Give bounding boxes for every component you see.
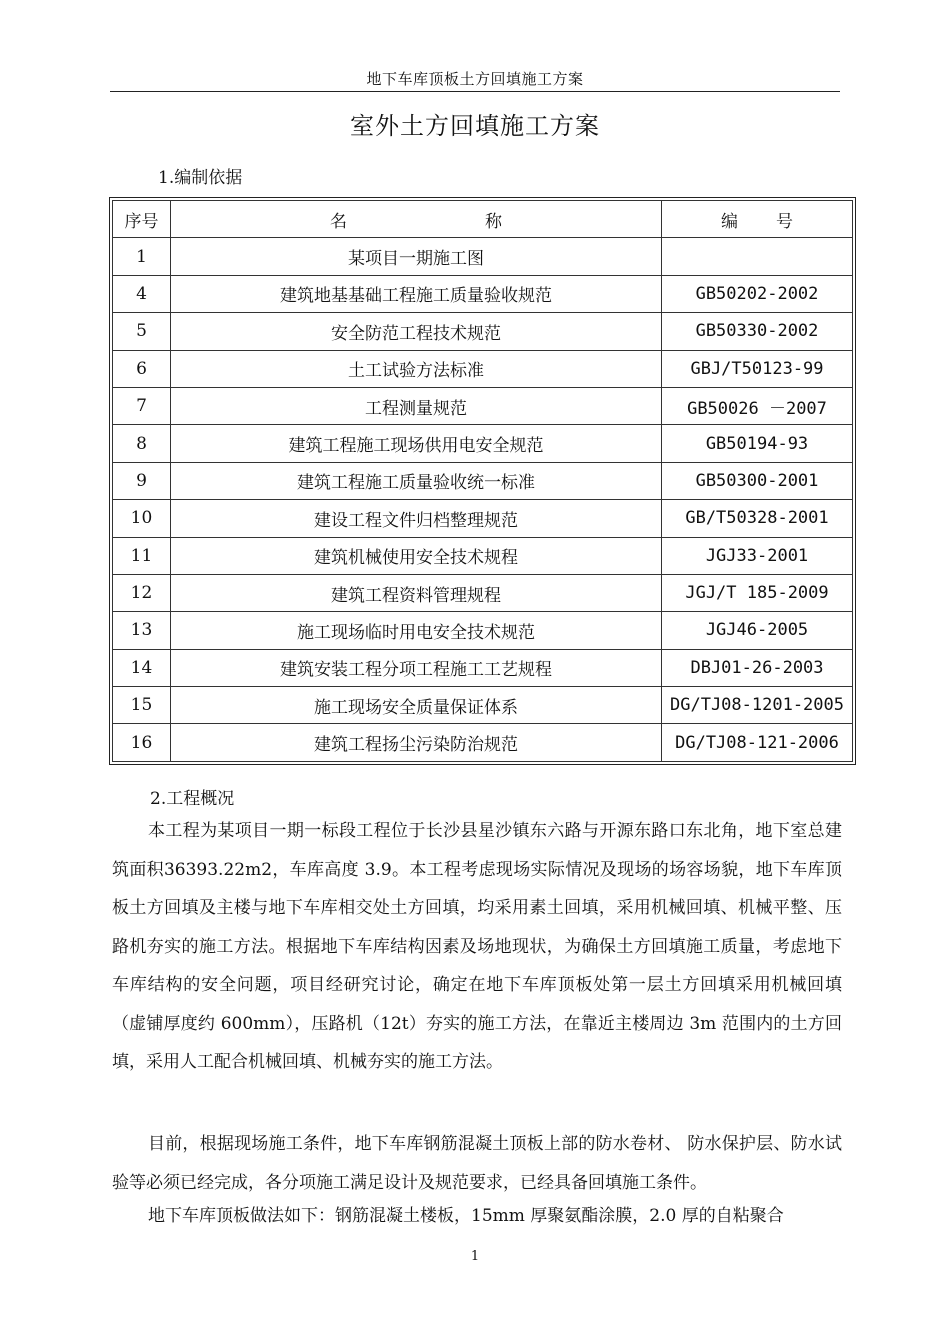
table-row: [113, 425, 853, 462]
table-row: [113, 275, 853, 312]
cell-seq: 16: [113, 724, 171, 761]
page-number: 1: [470, 1249, 480, 1264]
cell-name: 土工试验方法标准: [171, 350, 662, 387]
roof-method-paragraph: [112, 1197, 842, 1236]
document-title: 室外土方回填施工方案: [350, 112, 600, 140]
cell-name: 建筑安装工程分项工程施工工艺规程: [171, 649, 662, 686]
cell-name: 建筑机械使用安全技术规程: [171, 537, 662, 574]
section-heading-overview: 2.工程概况: [150, 789, 235, 809]
header-name: [171, 201, 662, 238]
running-header: 地下车库顶板土方回填施工方案: [366, 70, 584, 88]
header-name-left: 名: [330, 211, 347, 232]
conditions-paragraph: [112, 1125, 842, 1202]
table-row: [113, 649, 853, 686]
cell-seq: 5: [113, 313, 171, 350]
header-rule: [110, 91, 840, 92]
table-row: [113, 462, 853, 499]
reference-standards-table: [112, 200, 853, 762]
cell-code: GB50202-2002: [662, 275, 853, 312]
header-code-label: 编号: [721, 211, 831, 232]
cell-code: GB50330-2002: [662, 313, 853, 350]
table-row: [113, 387, 853, 424]
cell-code: DG/TJ08-121-2006: [662, 724, 853, 761]
header-code: [662, 201, 853, 238]
table-row: [113, 350, 853, 387]
cell-code: [662, 238, 853, 275]
cell-code: JGJ/T 185-2009: [662, 574, 853, 611]
cell-name: 建筑工程施工质量验收统一标准: [171, 462, 662, 499]
cell-name: 某项目一期施工图: [171, 238, 662, 275]
cell-seq: 8: [113, 425, 171, 462]
cell-seq: 6: [113, 350, 171, 387]
table-row: [113, 724, 853, 761]
table-row: [113, 687, 853, 724]
cell-name: 建设工程文件归档整理规范: [171, 500, 662, 537]
cell-code: GB50026 －2007: [662, 387, 853, 424]
paragraph-3: 地下车库顶板做法如下：钢筋混凝土楼板，15mm 厚聚氨酯涂膜，2.0 厚的自粘聚合: [148, 1206, 784, 1226]
cell-code: JGJ33-2001: [662, 537, 853, 574]
cell-name: 施工现场安全质量保证体系: [171, 687, 662, 724]
cell-code: GB50300-2001: [662, 462, 853, 499]
cell-name: 工程测量规范: [171, 387, 662, 424]
cell-seq: 15: [113, 687, 171, 724]
table-header-row: [113, 201, 853, 238]
cell-code: DBJ01-26-2003: [662, 649, 853, 686]
cell-name: 安全防范工程技术规范: [171, 313, 662, 350]
cell-code: JGJ46-2005: [662, 612, 853, 649]
table-row: [113, 238, 853, 275]
header-seq: 序号: [113, 201, 171, 238]
cell-name: 建筑地基基础工程施工质量验收规范: [171, 275, 662, 312]
cell-seq: 14: [113, 649, 171, 686]
cell-seq: 11: [113, 537, 171, 574]
cell-seq: 7: [113, 387, 171, 424]
cell-code: GB50194-93: [662, 425, 853, 462]
cell-name: 建筑工程施工现场供用电安全规范: [171, 425, 662, 462]
paragraph-2: 目前，根据现场施工条件，地下车库钢筋混凝土顶板上部的防水卷材、 防水保护层、防水试验等必须已经完成，各分项施工满足设计及规范要求，已经具备回填施工条件。: [112, 1134, 842, 1193]
cell-seq: 13: [113, 612, 171, 649]
cell-code: GB/T50328-2001: [662, 500, 853, 537]
table-row: [113, 574, 853, 611]
table-body: [113, 238, 853, 761]
table-row: [113, 537, 853, 574]
cell-seq: 9: [113, 462, 171, 499]
cell-name: 施工现场临时用电安全技术规范: [171, 612, 662, 649]
cell-code: GBJ/T50123-99: [662, 350, 853, 387]
cell-seq: 4: [113, 275, 171, 312]
paragraph-1: 本工程为某项目一期一标段工程位于长沙县星沙镇东六路与开源东路口东北角，地下室总建筑面积36393.22m2，车库高度 3.9。本工程考虑现场实际情况及现场的场容场貌，地下车库顶板土方回填及主楼与地下车库相交处土方回填，均采用素土回填，采用机械回填、机械平整、压路机夯实的施工方法。根据地下车库结构因素及场地现状，为确保土方回填施工质量，考虑地下车库结构的安全问题，项目经研究讨论，确定在地下车库顶板处第一层土方回填采用机械回填（虚铺厚度约 600mm），压路机（12t）夯实的施工方法，在靠近主楼周边 3m 范围内的土方回填，采用人工配合机械回填、机械夯实的施工方法。: [112, 821, 842, 1072]
table-row: [113, 612, 853, 649]
cell-seq: 1: [113, 238, 171, 275]
cell-seq: 12: [113, 574, 171, 611]
cell-seq: 10: [113, 500, 171, 537]
cell-name: 建筑工程资料管理规程: [171, 574, 662, 611]
table-row: [113, 313, 853, 350]
table-row: [113, 500, 853, 537]
cell-code: DG/TJ08-1201-2005: [662, 687, 853, 724]
header-name-right: 称: [485, 211, 502, 232]
section-heading-basis: 1.编制依据: [158, 168, 243, 188]
cell-name: 建筑工程扬尘污染防治规范: [171, 724, 662, 761]
overview-paragraph: [112, 812, 842, 1082]
